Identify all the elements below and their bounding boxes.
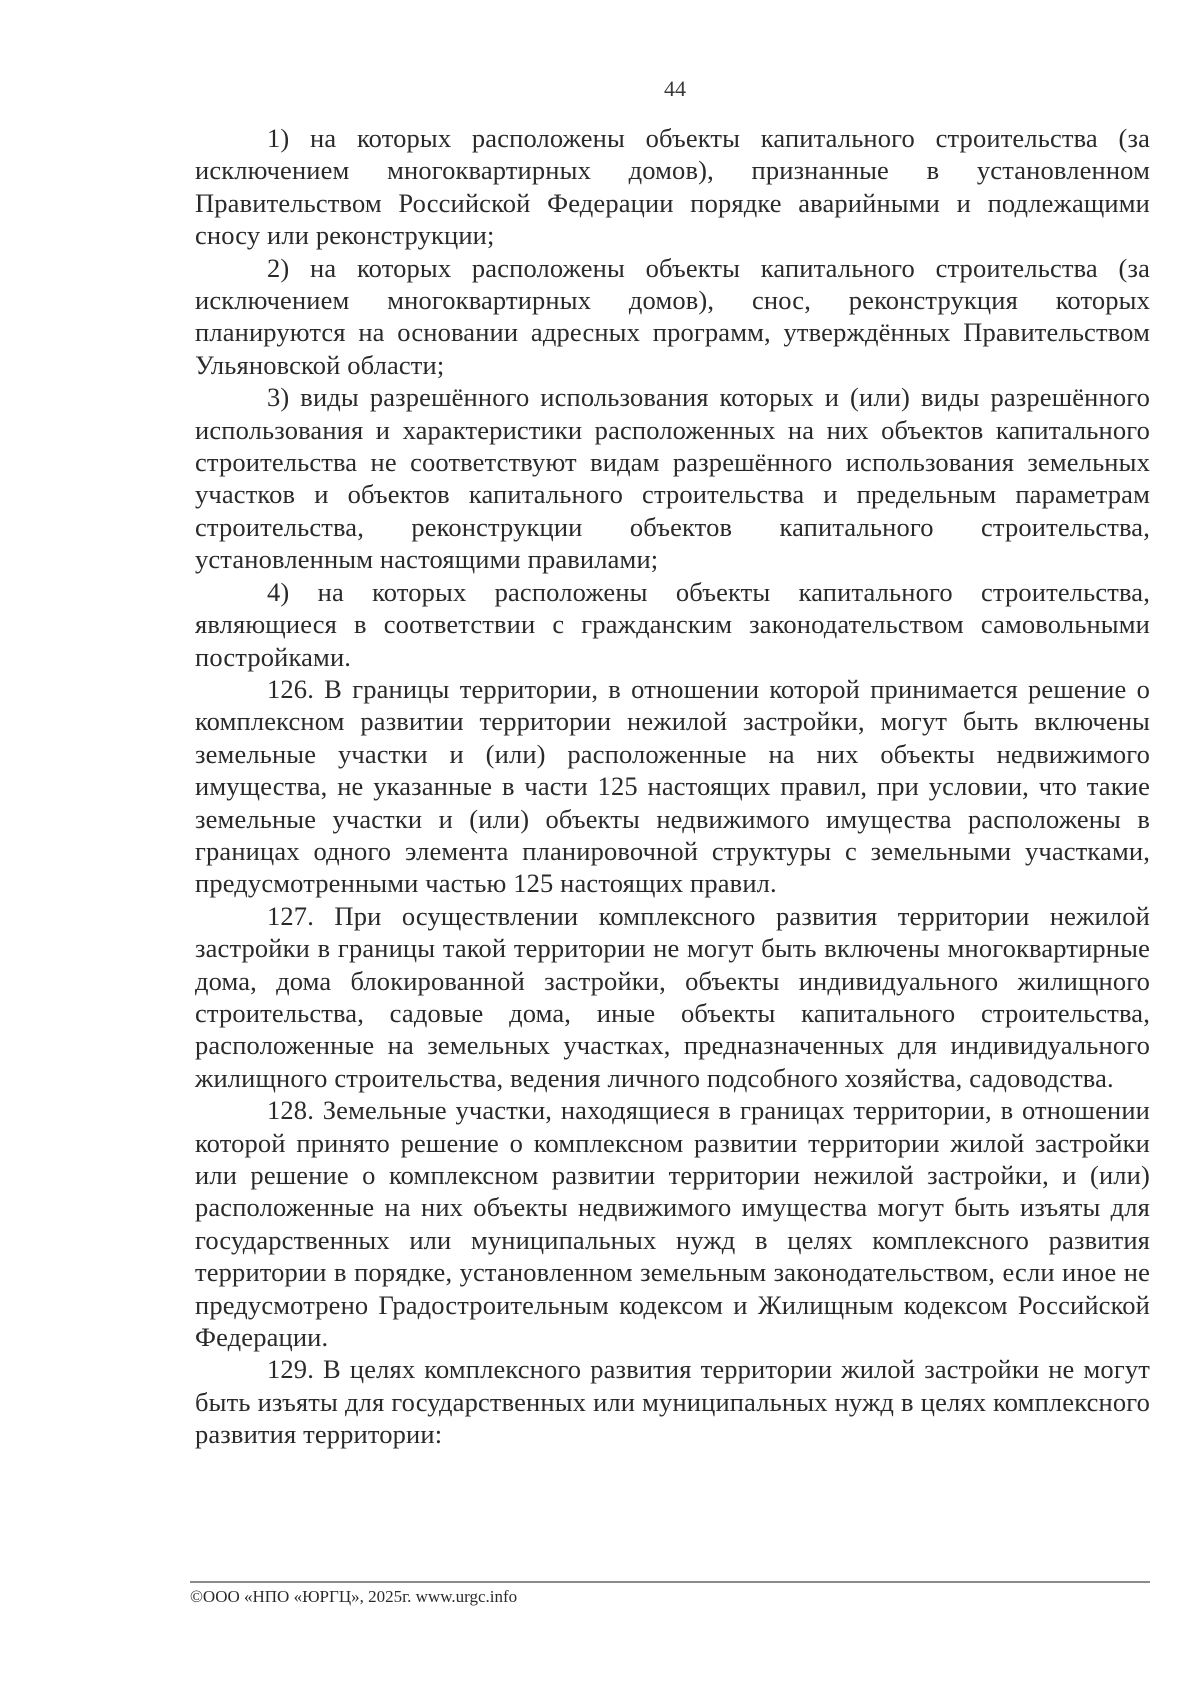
paragraph-item-1: 1) на которых расположены объекты капитального строительства (за исключением многоквартирных домов), признанные в установленном Правительством Российской Федерации порядке аварийными и подлежащими сносу или реконструкции; [195,123,1150,251]
footer-divider [190,1581,1150,1583]
paragraph-128: 128. Земельные участки, находящиеся в границах территории, в отношении которой принято решение о комплексном развитии территории жилой застройки или решение о комплексном развитии территории нежилой застройки, и (или) расположенные на них объекты недвижимого имущества могут быть изъяты для государственных или муниципальных нужд в целях комплексного развития территории в порядке, установленном земельным законодательством, если иное не предусмотрено Градостроительным кодексом и Жилищным кодексом Российской Федерации. [195,1095,1150,1353]
footer-copyright: ©ООО «НПО «ЮРГЦ», 2025г. www.urgc.info [190,1587,518,1606]
paragraph-127: 127. При осуществлении комплексного развития территории нежилой застройки в границы такой территории не могут быть включены многоквартирные дома, дома блокированной застройки, объекты индивидуального жилищного строительства, садовые дома, иные объекты капитального строительства, расположенные на земельных участках, предназначенных для индивидуального жилищного строительства, ведения личного подсобного хозяйства, садоводства. [195,900,1150,1093]
document-body [195,122,1150,1451]
paragraph-129: 129. В целях комплексного развития территории жилой застройки не могут быть изъяты для государственных или муниципальных нужд в целях комплексного развития территории: [195,1354,1150,1450]
paragraph-item-3: 3) виды разрешённого использования которых и (или) виды разрешённого использования и характеристики расположенных на них объектов капитального строительства не соответствуют видам разрешённого использования земельных участков и объектов капитального строительства и предельным параметрам строительства, реконструкции объектов капитального строительства, установленным настоящими правилами; [195,382,1150,575]
paragraph-126: 126. В границы территории, в отношении которой принимается решение о комплексном развитии территории нежилой застройки, могут быть включены земельные участки и (или) расположенные на них объекты недвижимого имущества, не указанные в части 125 настоящих правил, при условии, что такие земельные участки и (или) объекты недвижимого имущества расположены в границах одного элемента планировочной структуры с земельными участками, предусмотренными частью 125 настоящих правил. [195,673,1150,899]
paragraph-item-2: 2) на которых расположены объекты капитального строительства (за исключением многоквартирных домов), снос, реконструкция которых планируются на основании адресных программ, утверждённых Правительством Ульяновской области; [195,252,1150,380]
page-number: 44 [664,76,686,101]
paragraph-item-4: 4) на которых расположены объекты капитального строительства, являющиеся в соответствии с гражданским законодательством самовольными постройками. [195,576,1150,672]
